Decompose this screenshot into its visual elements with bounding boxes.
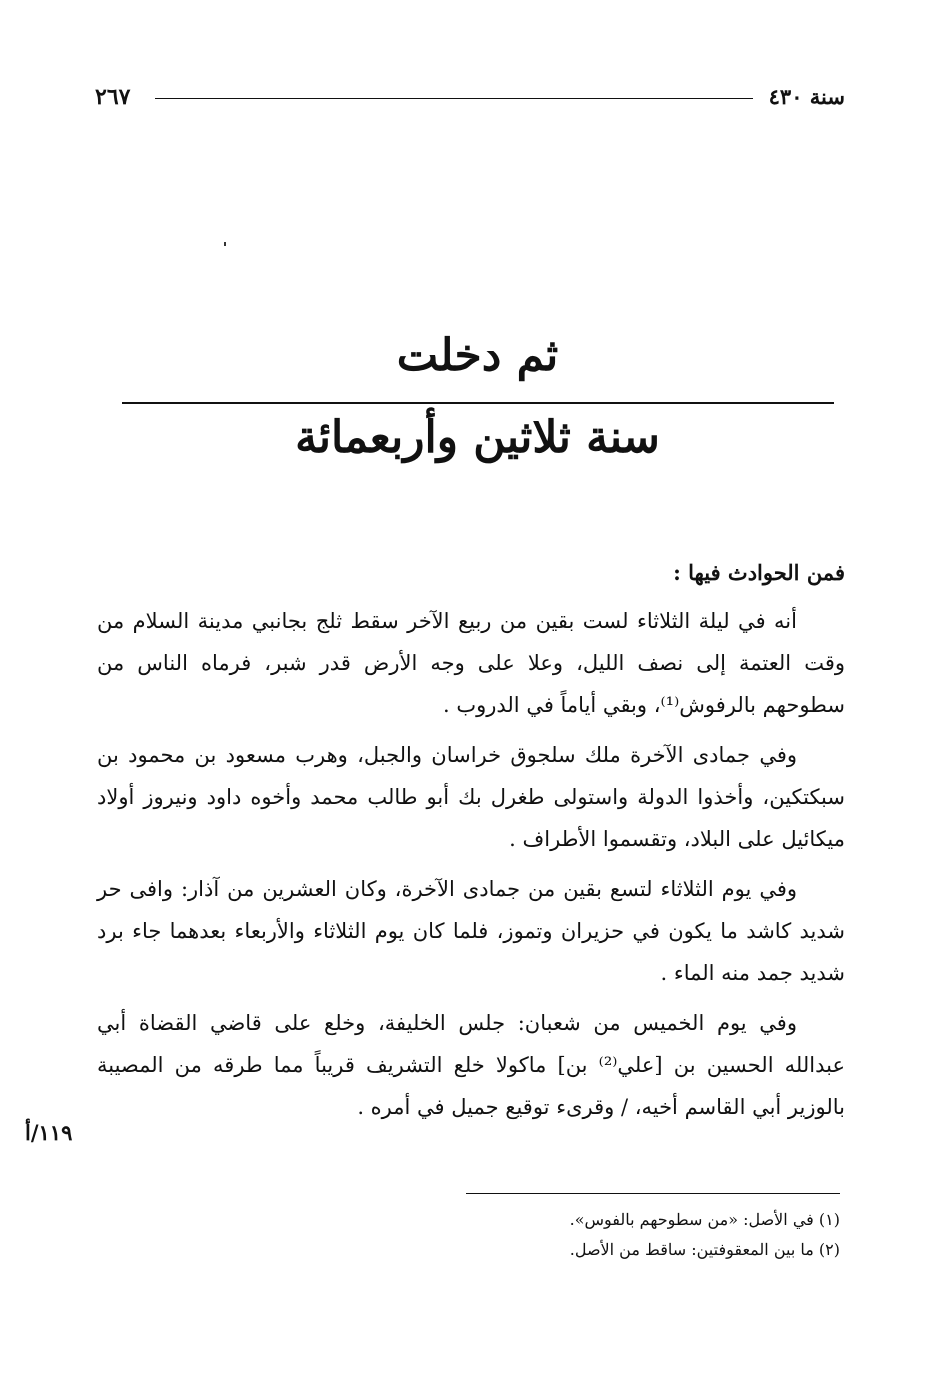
running-header	[95, 78, 845, 114]
print-speck	[224, 242, 226, 246]
header-rule	[155, 98, 753, 99]
footnote-2: (٢) ما بين المعقوفتين: ساقط من الأصل.	[569, 1240, 840, 1259]
footnote-1: (١) في الأصل: «من سطوحهم بالفوس».	[569, 1210, 840, 1229]
chapter-title-line2: سنة ثلاثين وأربعمائة	[295, 412, 660, 463]
footnote-rule	[466, 1193, 840, 1194]
events-heading: فمن الحوادث فيها :	[673, 560, 845, 585]
paragraph-4: وفي يوم الخميس من شعبان: جلس الخليفة، وخلع على قاضي القضاة أبي عبدالله الحسين بن [علي⁽²⁾ بن] ماكولا خلع التشريف قريباً مما طرقه من المصيبة بالوزير أبي القاسم أخيه، / وقرىء توقيع جميل في أمره .	[97, 1011, 846, 1119]
title-rule	[122, 402, 834, 404]
manuscript-folio-note: ١١٩/أ	[25, 1120, 73, 1145]
paragraph-1: أنه في ليلة الثلاثاء لست بقين من ربيع الآخر سقط ثلج بجانبي مدينة السلام من وقت العتمة إلى نصف الليل، وعلا على وجه الأرض قدر شبر، فرماه الناس من سطوحهم بالرفوش⁽¹⁾، وبقي أياماً في الدروب .	[97, 609, 845, 717]
chapter-title-line1: ثم دخلت	[396, 330, 559, 381]
paragraph-2: وفي جمادى الآخرة ملك سلجوق خراسان والجبل، وهرب مسعود بن محمود بن سبكتكين، وأخذوا الدولة واستولى طغرل بك أبو طالب محمد وأخوه داود ونيروز أولاد ميكائيل على البلاد، وتقسموا الأطراف .	[97, 743, 845, 851]
header-year: سنة ٤٣٠	[768, 84, 845, 109]
body-text	[97, 552, 845, 1136]
page-number: ٢٦٧	[95, 84, 131, 110]
footnotes	[300, 1205, 840, 1265]
paragraph-3: وفي يوم الثلاثاء لتسع بقين من جمادى الآخرة، وكان العشرين من آذار: وافى حر شديد كاشد ما يكون في حزيران وتموز، فلما كان يوم الثلاثاء والأربعاء بعدهما جاء برد شديد جمد منه الماء .	[97, 877, 845, 985]
